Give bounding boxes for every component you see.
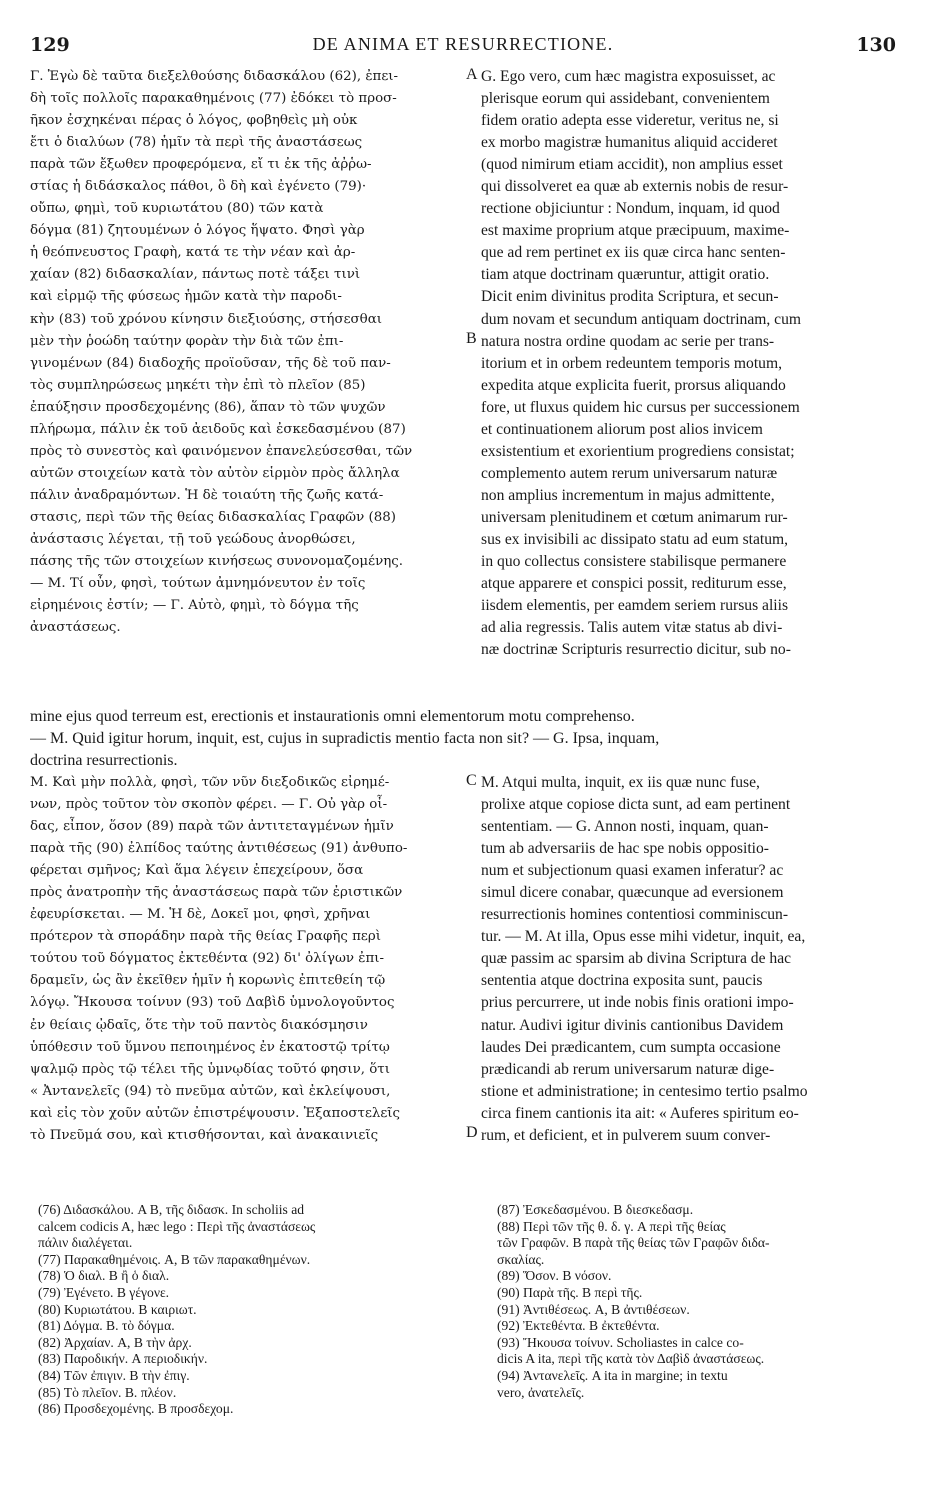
latin-text-line: tur. — M. At illa, Opus esse mihi videtur, inquit, ea, [481,928,806,946]
latin-text-line: universam plenitudinem et cœtum animarum rur- [481,508,788,526]
footnote-line: τῶν Γραφῶν. B παρὰ τῆς θείας τῶν Γραφῶν διδα- [497,1235,770,1251]
latin-text-line: prius percurrere, ut inde nobis finis orationi impo- [481,994,794,1012]
latin-text-line: mine ejus quod terreum est, erectionis et instaurationis omni elementorum motu comprehenso. [30,708,635,725]
greek-text-line: Γ. Ἐγὼ δὲ ταῦτα διεξελθούσης διδασκάλου (62), ἐπει- [30,69,399,84]
footnote-line: dicis A ita, περὶ τῆς κατὰ τὸν Δαβὶδ ἀναστάσεως. [497,1351,765,1367]
footnote-line: (78) Ὁ διαλ. B ἢ ὁ διαλ. [38,1268,170,1284]
latin-text-line: tum ab adversariis de hac spe nobis oppositio- [481,840,769,858]
latin-text-line: ex morbo magistræ humanitus aliquid accideret [481,134,778,152]
greek-text-line: γινομένων (84) διαδοχῆς προϊοῦσαν, τῆς δὲ τοῦ παν- [30,355,391,371]
greek-text-line: παρὰ τῆς (90) ἐλπίδος ταύτης ἀντιθέσεως (91) ἀνθυπο- [30,841,408,857]
latin-text-line: sententiam. — G. Annon nosti, inquam, quan- [481,818,769,836]
greek-text-line: ἐν θείαις ᾠδαῖς, ὅτε τὴν τοῦ παντὸς διακόσμησιν [30,1017,368,1033]
greek-text-line: λόγῳ. Ἤκουσα τοίνυν (93) τοῦ Δαβὶδ ὑμνολογοῦντος [30,995,395,1011]
latin-text-line: sus ex invisibili ac dissipato statu ad eum statum, [481,530,789,548]
footnote-line: (93) Ἤκουσα τοίνυν. Scholiastes in calce co- [497,1334,744,1350]
greek-text-line: πρὸς τὸ συνεστὸς καὶ φαινόμενον ἐπανελεύσεσθαι, τῶν [30,443,413,459]
latin-column-top [481,66,897,661]
greek-text-line: δας, εἶπον, ὅσον (89) παρὰ τῶν ἀντιτεταγμένων ἡμῖν [30,819,394,835]
latin-text-line: sententia atque doctrina exposita sunt, paucis [481,972,763,990]
latin-text-line: ad alia regressis. Talis autem vitæ status ab divi- [481,619,783,637]
margin-marker-b: B [466,330,477,347]
latin-text-line: doctrina resurrectionis. [30,752,178,769]
greek-text-line: στίας ἡ διδάσκαλος πάθοι, ὃ δὴ καὶ ἐγένετο (79)· [30,179,367,195]
greek-text-line: οὔπω, φημὶ, τοῦ κυριωτάτου (80) τῶν κατὰ [30,201,324,217]
footnote-line: (85) Τὸ πλεῖον. B. πλέον. [38,1384,177,1400]
latin-text-line: Dicit enim divinitus prodita Scriptura, et secun- [481,288,779,306]
footnote-line: (88) Περὶ τῶν τῆς θ. δ. γ. A περὶ τῆς θείας [497,1218,726,1234]
greek-text-line: καὶ εἰρμῷ τῆς φύσεως ἡμῶν κατὰ τὴν παροδι- [30,289,342,305]
latin-text-line: in quo collectus consistere stabilisque permanere [481,553,787,571]
greek-text-line: κὴν (83) τοῦ χρόνου κίνησιν διεξιούσης, στήσεσθαι [30,311,383,327]
greek-text-line: ἐφευρίσκεται. — Μ. Ἡ δὲ, Δοκεῖ μοι, φησὶ, χρῆναι [30,907,371,923]
greek-text-line: ῆκον ἐσχηκέναι πέρας ὁ λόγος, φοβηθεὶς μὴ οὐκ [30,113,358,129]
margin-marker-d: D [466,1124,478,1141]
latin-text-line: fidem oratio adepta esse videretur, veritus ne, si [481,112,779,130]
latin-text-line: quæ passim ac sparsim ab divina Scriptura de hac [481,950,792,968]
latin-text-line: G. Ego vero, cum hæc magistra exposuisset, ac [481,68,776,85]
page-number-right: 130 [856,34,896,56]
footnote-line: (84) Τῶν ἐπιγιν. B τὴν ἐπιγ. [38,1367,190,1383]
greek-text-line: πάλιν ἀναδραμόντων. Ἡ δὲ τοιαύτη τῆς ζωῆς κατά- [30,487,384,503]
greek-text-line: πρότερον τὰ σποράδην παρὰ τῆς θείας Γραφῆς περὶ [30,929,381,945]
footnote-line: (90) Παρὰ τῆς. B περὶ τῆς. [497,1284,643,1300]
running-title: DE ANIMA ET RESURRECTIONE. [312,34,614,54]
greek-text-line: Μ. Καὶ μὴν πολλὰ, φησὶ, τῶν νῦν διεξοδικῶς εἰρημέ- [30,775,390,790]
latin-text-line: simul dicere conabar, quæcunque ad eversionem [481,884,784,902]
latin-text-line: est maxime proprium atque præcipuum, maxime- [481,222,790,240]
footnote-line: (86) Προσδεχομένης. B προσδεχομ. [38,1401,234,1417]
greek-text-line: φέρεται σμῆνος; Καὶ ἅμα λέγειν ἐπεχείρουν, ὅσα [30,863,364,879]
greek-text-line: πλήρωμα, πάλιν ἐκ τοῦ ἀειδοῦς καὶ ἐσκεδασμένου (87) [30,421,406,437]
greek-text-line: δραμεῖν, ὡς ἂν ἐκεῖθεν ἡμῖν ἡ κορωνὶς ἐπιτεθείη τῷ [30,973,386,989]
margin-marker-a: A [466,66,478,83]
latin-text-line: fore, ut fluxus quidem hic cursus per successionem [481,398,800,416]
greek-text-line: χαίαν (82) διδασκαλίαν, πάντως ποτὲ τάξει τινὶ [30,267,361,283]
latin-text-line: rectione objiciuntur : Nondum, inquam, id quod [481,200,780,218]
latin-text-line: et continuationem aliorum post alios invicem [481,420,763,438]
greek-text-line: ἐπαύξησιν προσδεχομένης (86), ἅπαν τὸ τῶν ψυχῶν [30,399,386,415]
greek-text-line: αὐτῶν στοιχείων κατὰ τὸν αὐτὸν εἱρμὸν πρὸς ἄλληλα [30,465,400,481]
greek-text-line: στασις, περὶ τῶν τῆς θείας διδασκαλίας Γραφῶν (88) [30,509,396,525]
greek-text-line: δόγμα (81) ζητουμένων ὁ λόγος ἥψατο. Φησὶ γὰρ [30,223,365,239]
latin-text-line: atque apparere et conspici possit, rediturum esse, [481,575,787,593]
latin-full-width-text [30,706,897,772]
footnote-line: (92) Ἐκτεθέντα. B ἐκτεθέντα. [497,1318,660,1334]
footnote-line: (77) Παρακαθημένοις. A, B τῶν παρακαθημένων. [38,1251,311,1267]
greek-text-line: ἀναστάσεως. [30,620,121,636]
greek-text-line: τὸ Πνεῦμά σου, καὶ κτισθήσονται, καὶ ἀνακαινιεῖς [30,1127,379,1143]
greek-text-line: καὶ εἰς τὸν χοῦν αὐτῶν ἐπιστρέψουσιν. Ἐξαποστελεῖς [30,1105,401,1121]
footnote-line: πάλιν διαλέγεται. [38,1235,133,1251]
greek-text-line: ἀνάστασις λέγεται, τῇ τοῦ γεώδους ἀνορθώσει, [30,531,356,547]
footnote-line: (89) Ὅσον. B νόσον. [497,1268,612,1284]
latin-text-line: rum, et deficient, et in pulverem suum conver- [481,1126,771,1144]
greek-text-line: ἔτι ὁ διαλύων (78) ἡμῖν τὰ περὶ τῆς ἀναστάσεως [30,135,363,151]
latin-text-line: resurrectionis homines contentiosi comminiscun- [481,906,789,924]
latin-text-line: num et subjectionum quasi examen inferatur? ac [481,862,784,880]
greek-column-top [30,66,464,639]
greek-text-line: μὲν τὴν ῥοώδη ταύτην φορὰν τὴν διὰ τῶν ἐπι- [30,333,344,349]
latin-text-line: prolixe atque copiose dicta sunt, ad eam pertinent [481,796,791,814]
greek-text-line: « Ἀντανελεῖς (94) τὸ πνεῦμα αὐτῶν, καὶ ἐκλείψουσι, [30,1083,391,1099]
footnote-line: (80) Κυριωτάτου. B καιριωτ. [38,1301,197,1317]
footnote-line: (79) Ἐγένετο. B γέγονε. [38,1284,170,1300]
latin-text-line: M. Atqui multa, inquit, ex iis quæ nunc fuse, [481,774,760,791]
latin-text-line: circa finem cantionis ita ait: « Auferes spiritum eo- [481,1104,799,1122]
footnote-line: σκαλίας. [497,1251,545,1267]
footnotes-right [497,1202,897,1401]
greek-text-line: ψαλμῷ πρὸς τῷ τέλει τῆς ὑμνῳδίας τοῦτό φησιν, ὅτι [30,1061,390,1077]
latin-text-line: complemento autem rerum universarum naturæ [481,464,778,482]
footnote-line: vero, ἀνατελεῖς. [497,1384,585,1400]
footnote-line: (76) Διδασκάλου. A B, τῆς διδασκ. In scholiis ad [38,1202,305,1217]
greek-text-line: τούτου τοῦ δόγματος ἐκτεθέντα (92) δι' ὀλίγων ἐπι- [30,951,385,967]
latin-text-line: prædicandi ab rerum universarum naturæ dige- [481,1060,775,1078]
margin-marker-c: C [466,772,477,789]
greek-text-line: παρὰ τῶν ἔξωθεν προφερόμενα, εἴ τι ἐκ τῆς ἀῤῥω- [30,157,372,173]
greek-column-bottom [30,772,464,1147]
latin-text-line: stione et administratione; in centesimo tertio psalmo [481,1082,808,1100]
latin-text-line: iisdem elementis, per eamdem seriem rursus aliis [481,597,789,615]
latin-column-bottom [481,772,897,1147]
latin-text-line: non amplius incrementum in majus admittente, [481,486,775,504]
page-number-left: 129 [30,34,70,56]
greek-text-line: πρὸς ἀνατροπὴν τῆς ἀναστάσεως παρὰ τῶν ἐριστικῶν [30,885,403,901]
latin-text-line: exsistentium et exorientium progrediens consistat; [481,442,795,460]
greek-text-line: — Μ. Τί οὖν, φησὶ, τούτων ἀμνημόνευτον ἐν τοῖς [30,576,366,592]
greek-text-line: ἡ θεόπνευστος Γραφὴ, κατά τε τὴν νέαν καὶ ἀρ- [30,245,356,261]
greek-text-line: νων, πρὸς τοῦτον τὸν σκοπὸν φέρει. — Γ. Οὐ γὰρ οἶ- [30,797,388,813]
footnote-line: (87) Ἐσκεδασμένου. B διεσκεδασμ. [497,1202,694,1217]
latin-text-line: næ doctrinæ Scripturis resurrectio dicitur, sub no- [481,641,791,659]
latin-text-line: qui dissolveret ea quæ ab externis nobis de resur- [481,178,789,196]
footnote-line: (82) Ἀρχαίαν. A, B τὴν ἀρχ. [38,1334,192,1350]
latin-text-line: tiam atque doctrinam quæruntur, attigit oratio. [481,266,770,284]
page-header [30,34,896,58]
latin-text-line: dum novam et secundum antiquam doctrinam, cum [481,310,802,328]
greek-text-line: δὴ τοῖς πολλοῖς παρακαθημένοις (77) ἐδόκει τὸ προσ- [30,91,397,107]
footnote-line: (91) Ἀντιθέσεως. A, B ἀντιθέσεων. [497,1301,690,1317]
latin-text-line: — M. Quid igitur horum, inquit, est, cujus in supradictis mentio facta non sit? — G. Ipsa, inquam, [30,730,660,747]
latin-text-line: que ad rem pertinet ex iis quæ circa hanc senten- [481,244,786,262]
footnotes-left [38,1202,470,1418]
latin-text-line: (quod nimirum etiam accidit), non amplius esset [481,156,783,174]
latin-text-line: natur. Audivi igitur divinis cantionibus Davidem [481,1016,784,1034]
latin-text-line: itorium et in orbem redeuntem temporis motum, [481,354,782,372]
greek-text-line: τὸς συμπληρώσεως μηκέτι τὴν ἐπὶ τὸ πλεῖον (85) [30,377,366,393]
footnote-line: (94) Ἀντανελεῖς. A ita in margine; in textu [497,1367,728,1383]
greek-text-line: εἰρημένοις ἐστίν; — Γ. Αὐτὸ, φημὶ, τὸ δόγμα τῆς [30,598,359,614]
latin-text-line: plerisque eorum qui assidebant, convenientem [481,90,770,108]
latin-text-line: natura nostra ordine quodam ac serie per trans- [481,332,775,350]
footnote-line: (81) Δόγμα. B. τὸ δόγμα. [38,1318,175,1334]
greek-text-line: ὑπόθεσιν τοῦ ὕμνου πεποιημένος ἐν ἑκατοστῷ τρίτῳ [30,1039,390,1055]
latin-text-line: expedita atque explicita fuerit, prorsus aliquando [481,376,786,394]
footnote-line: (83) Παροδικήν. A περιοδικήν. [38,1351,208,1367]
footnote-line: calcem codicis A, hæc lego : Περὶ τῆς ἀναστάσεως [38,1218,316,1234]
latin-text-line: laudes Dei prædicantem, cum sumpta occasione [481,1038,781,1056]
greek-text-line: πάσης τῆς τῶν στοιχείων κινήσεως συνονομαζομένης. [30,554,403,570]
